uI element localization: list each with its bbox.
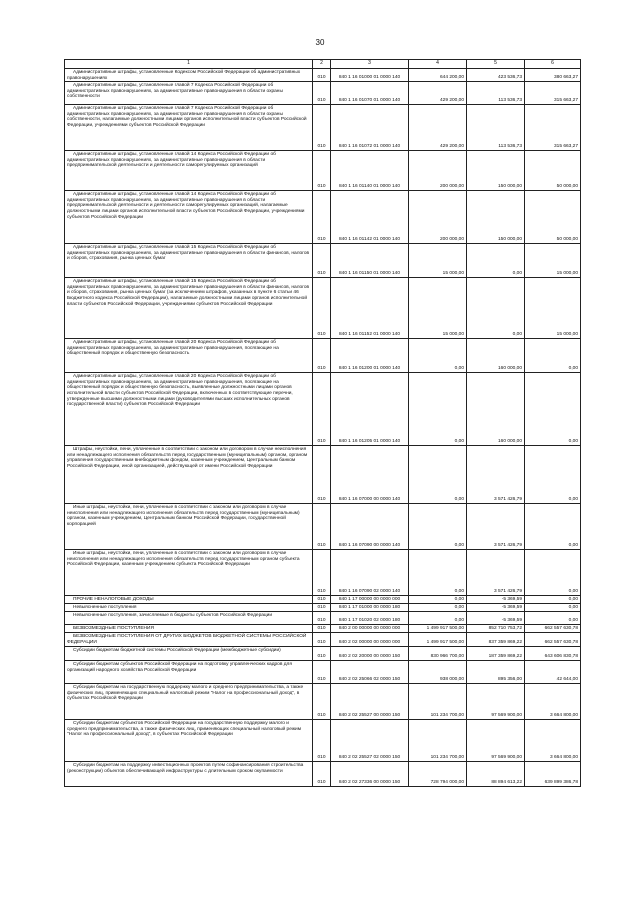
row-unexecuted-amount: 643 606 830,78	[525, 647, 581, 661]
row-approved-amount: 644 200,00	[409, 69, 467, 82]
column-header-1: 1	[65, 60, 313, 69]
row-name-cell	[65, 612, 313, 625]
column-header-5: 5	[467, 60, 525, 69]
row-name-cell	[65, 604, 313, 612]
row-line-code: 010	[313, 69, 331, 82]
column-header-2: 2	[313, 60, 331, 69]
row-line-code: 010	[313, 244, 331, 278]
row-executed-amount: 895 356,00	[467, 661, 525, 684]
row-unexecuted-amount: 15 000,00	[525, 244, 581, 278]
page-number: 30	[315, 38, 325, 47]
row-name-cell	[65, 446, 313, 504]
row-unexecuted-amount: 315 663,27	[525, 82, 581, 105]
row-unexecuted-amount: 0,00	[525, 596, 581, 604]
row-budget-classification-code: 840 2 02 25066 02 0000 150	[331, 661, 409, 684]
table-row	[65, 647, 581, 661]
row-budget-classification-code: 840 2 02 20000 00 0000 150	[331, 647, 409, 661]
table-row	[65, 244, 581, 278]
row-name-cell	[65, 82, 313, 105]
row-name: Административные штрафы, установленные главой 7 Кодекса Российской Федерации об административных правонарушениях, за административные правонарушения в области охраны собственности	[67, 83, 283, 100]
row-approved-amount: 0,00	[409, 550, 467, 596]
table-row	[65, 373, 581, 446]
revenue-report-table	[64, 59, 581, 787]
row-executed-amount: 3 571 426,79	[467, 446, 525, 504]
row-name: Невыясненные поступления	[73, 605, 137, 611]
row-line-code: 010	[313, 339, 331, 373]
row-name-cell	[65, 69, 313, 82]
row-unexecuted-amount: 42 644,00	[525, 661, 581, 684]
row-name: Административные штрафы, установленные главой 15 Кодекса Российской Федерации об административных правонарушениях, за административные правонарушения в области финансов, налогов и сборов, страхования, рынка ценных бумаг	[67, 245, 310, 262]
table-row	[65, 596, 581, 604]
row-name-cell	[65, 105, 313, 151]
row-line-code: 010	[313, 446, 331, 504]
row-line-code: 010	[313, 604, 331, 612]
row-executed-amount: 97 569 900,00	[467, 720, 525, 762]
row-budget-classification-code: 840 1 16 01000 01 0000 140	[331, 69, 409, 82]
row-executed-amount: 0,00	[467, 278, 525, 339]
row-approved-amount: 1 499 917 500,00	[409, 633, 467, 647]
row-line-code: 010	[313, 633, 331, 647]
row-name-cell	[65, 762, 313, 787]
row-approved-amount: 0,00	[409, 612, 467, 625]
row-unexecuted-amount: 380 663,27	[525, 69, 581, 82]
table-row	[65, 339, 581, 373]
row-approved-amount: 0,00	[409, 446, 467, 504]
row-unexecuted-amount: 0,00	[525, 550, 581, 596]
row-approved-amount: 429 200,00	[409, 82, 467, 105]
row-line-code: 010	[313, 762, 331, 787]
table-row	[65, 720, 581, 762]
row-unexecuted-amount: 50 000,00	[525, 151, 581, 191]
row-executed-amount: 97 569 900,00	[467, 684, 525, 720]
row-budget-classification-code: 840 1 16 01200 01 0000 140	[331, 339, 409, 373]
table-row	[65, 278, 581, 339]
row-approved-amount: 830 966 700,00	[409, 647, 467, 661]
row-name-cell	[65, 661, 313, 684]
table-row	[65, 504, 581, 550]
row-name: Субсидии бюджетам на поддержку инвестиционных проектов путем софинансирования строительства (реконструкции) объектов обеспечивающей инфраструктуры с длительным сроком окупаемости	[67, 763, 304, 774]
row-line-code: 010	[313, 625, 331, 633]
row-name-cell	[65, 191, 313, 244]
table-row	[65, 625, 581, 633]
row-approved-amount: 938 000,00	[409, 661, 467, 684]
row-line-code: 010	[313, 684, 331, 720]
row-approved-amount: 101 234 700,00	[409, 720, 467, 762]
row-approved-amount: 1 499 917 500,00	[409, 625, 467, 633]
row-executed-amount: 837 359 869,22	[467, 633, 525, 647]
row-name: Субсидии бюджетам субъектов Российской Федерации на государственную поддержку малого и среднего предпринимательства, а также физических лиц, применяющих специальный налоговый режим "Налог на профессиональный доход", в субъектах Российской Федерации	[67, 721, 302, 738]
row-approved-amount: 0,00	[409, 596, 467, 604]
row-budget-classification-code: 840 2 02 25527 00 0000 150	[331, 684, 409, 720]
row-approved-amount: 15 000,00	[409, 244, 467, 278]
row-budget-classification-code: 840 2 02 25527 02 0000 150	[331, 720, 409, 762]
row-approved-amount: 200 000,00	[409, 191, 467, 244]
row-approved-amount: 15 000,00	[409, 278, 467, 339]
row-name: БЕЗВОЗМЕЗДНЫЕ ПОСТУПЛЕНИЯ ОТ ДРУГИХ БЮДЖЕТОВ БЮДЖЕТНОЙ СИСТЕМЫ РОССИЙСКОЙ ФЕДЕРАЦИИ	[67, 634, 307, 645]
row-name: Административные штрафы, установленные главой 20 Кодекса Российской Федерации об административных правонарушениях, за административные правонарушения, посягающие на общественный порядок и общественную безопасность, выявленные должностными лицами органов исполнительной власти субъектов Российской Федерации, включенных в соответствующие перечни, утвержденные высшими должностными лицами (руководителями высших исполнительных органов государственной власти) субъектов Российской Федерации	[67, 374, 293, 408]
row-executed-amount: 423 536,73	[467, 69, 525, 82]
row-unexecuted-amount: 15 000,00	[525, 278, 581, 339]
table-row	[65, 82, 581, 105]
row-name: Административные штрафы, установленные главой 14 Кодекса Российской Федерации об административных правонарушениях, за административные правонарушения в области предпринимательской деятельности и деятельности саморегулируемых организаций	[67, 152, 276, 169]
row-name-cell	[65, 504, 313, 550]
row-budget-classification-code: 840 1 16 07090 02 0000 140	[331, 550, 409, 596]
row-unexecuted-amount: 662 557 630,78	[525, 633, 581, 647]
table-row	[65, 612, 581, 625]
row-unexecuted-amount: 0,00	[525, 446, 581, 504]
row-approved-amount: 0,00	[409, 504, 467, 550]
row-budget-classification-code: 840 1 16 07090 00 0000 140	[331, 504, 409, 550]
table-row	[65, 151, 581, 191]
row-name-cell	[65, 339, 313, 373]
row-line-code: 010	[313, 720, 331, 762]
row-name: Административные штрафы, установленные главой 7 Кодекса Российской Федерации об административных правонарушениях, за административные правонарушения в области охраны собственности, налагаемые должностными лицами органов исполнительной власти субъектов Российской Федерации, учреждениями субъектов Российской Федерации	[67, 106, 307, 128]
row-approved-amount: 200 000,00	[409, 151, 467, 191]
row-name: БЕЗВОЗМЕЗДНЫЕ ПОСТУПЛЕНИЯ	[73, 626, 154, 632]
table-row	[65, 684, 581, 720]
table-row	[65, 550, 581, 596]
row-budget-classification-code: 840 1 16 01070 01 0000 140	[331, 82, 409, 105]
row-unexecuted-amount: 0,00	[525, 339, 581, 373]
row-executed-amount: 852 710 753,72	[467, 625, 525, 633]
column-header-4: 4	[409, 60, 467, 69]
row-executed-amount: 150 000,00	[467, 151, 525, 191]
row-unexecuted-amount: 3 664 800,00	[525, 684, 581, 720]
row-name: Административные штрафы, установленные Кодексом Российской Федерации об административных правонарушениях	[67, 70, 301, 81]
row-approved-amount: 101 234 700,00	[409, 684, 467, 720]
row-executed-amount: 113 536,73	[467, 105, 525, 151]
row-executed-amount: -5 369,59	[467, 612, 525, 625]
row-name: Административные штрафы, установленные главой 14 Кодекса Российской Федерации об административных правонарушениях, за административные правонарушения в области предпринимательской деятельности и деятельности саморегулируемых организаций, налагаемые должностными лицами органов исполнительной власти субъектов Российской Федерации, учреждениями субъектов Российской Федерации	[67, 192, 305, 220]
row-unexecuted-amount: 639 899 386,78	[525, 762, 581, 787]
row-name-cell	[65, 684, 313, 720]
row-line-code: 010	[313, 596, 331, 604]
row-name: Административные штрафы, установленные главой 20 Кодекса Российской Федерации об административных правонарушениях, за административные правонарушения, посягающие на общественный порядок и общественную безопасность	[67, 340, 279, 357]
table-row	[65, 446, 581, 504]
row-budget-classification-code: 840 2 02 27336 00 0000 150	[331, 762, 409, 787]
table-row	[65, 762, 581, 787]
row-name: Иные штрафы, неустойки, пени, уплаченные в соответствии с законом или договором в случае неисполнения или ненадлежащего исполнения обязательств перед государственным органом субъекта Российской Федерации, казенным учреждением субъекта Российской Федерации	[67, 551, 300, 568]
column-header-3: 3	[331, 60, 409, 69]
row-executed-amount: -5 369,59	[467, 604, 525, 612]
row-name: Административные штрафы, установленные главой 15 Кодекса Российской Федерации об административных правонарушениях, за административные правонарушения в области финансов, налогов и сборов, страхования, рынка ценных бумаг (за исключением штрафов, указанных в пункте 6 статьи 46 Бюджетного кодекса Российской Федерации), налагаемые должностными лицами органов исполнительной власти субъектов Российской Федерации, учреждениями субъектов Российской Федерации	[67, 279, 310, 307]
row-line-code: 010	[313, 191, 331, 244]
table-row	[65, 69, 581, 82]
row-budget-classification-code: 840 1 16 01072 01 0000 140	[331, 105, 409, 151]
row-approved-amount: 429 200,00	[409, 105, 467, 151]
row-budget-classification-code: 840 1 16 07000 00 0000 140	[331, 446, 409, 504]
row-executed-amount: 3 571 426,79	[467, 504, 525, 550]
row-executed-amount: 3 571 426,79	[467, 550, 525, 596]
table-row	[65, 633, 581, 647]
row-name-cell	[65, 625, 313, 633]
table-row	[65, 191, 581, 244]
row-name-cell	[65, 647, 313, 661]
row-line-code: 010	[313, 105, 331, 151]
row-unexecuted-amount: 3 664 800,00	[525, 720, 581, 762]
row-unexecuted-amount: 0,00	[525, 612, 581, 625]
row-line-code: 010	[313, 278, 331, 339]
row-executed-amount: 113 536,73	[467, 82, 525, 105]
row-executed-amount: 0,00	[467, 244, 525, 278]
row-unexecuted-amount: 0,00	[525, 373, 581, 446]
row-line-code: 010	[313, 373, 331, 446]
row-name-cell	[65, 633, 313, 647]
row-name-cell	[65, 278, 313, 339]
header-row	[65, 60, 581, 69]
row-name-cell	[65, 596, 313, 604]
row-name: Субсидии бюджетам на государственную поддержку малого и среднего предпринимательства, а также физических лиц, применяющих специальный налоговый режим "Налог на профессиональный доход", в субъектах Российской Федерации	[67, 685, 304, 702]
row-budget-classification-code: 840 2 02 00000 00 0000 000	[331, 633, 409, 647]
row-budget-classification-code: 840 1 17 01020 02 0000 180	[331, 612, 409, 625]
row-budget-classification-code: 840 1 17 01000 00 0000 180	[331, 604, 409, 612]
row-line-code: 010	[313, 151, 331, 191]
row-executed-amount: -5 369,59	[467, 596, 525, 604]
row-budget-classification-code: 840 1 16 01205 01 0000 140	[331, 373, 409, 446]
row-approved-amount: 728 794 000,00	[409, 762, 467, 787]
table-row	[65, 604, 581, 612]
row-name: Субсидии бюджетам бюджетной системы Российской Федерации (межбюджетные субсидии)	[73, 648, 281, 654]
row-name: Невыясненные поступления, зачисляемые в бюджеты субъектов Российской Федерации	[73, 613, 273, 619]
row-executed-amount: 187 359 869,22	[467, 647, 525, 661]
row-name-cell	[65, 550, 313, 596]
row-executed-amount: 88 894 613,22	[467, 762, 525, 787]
row-executed-amount: 160 000,00	[467, 373, 525, 446]
row-budget-classification-code: 840 2 00 00000 00 0000 000	[331, 625, 409, 633]
row-budget-classification-code: 840 1 16 01140 01 0000 140	[331, 151, 409, 191]
row-name: ПРОЧИЕ НЕНАЛОГОВЫЕ ДОХОДЫ	[73, 597, 154, 603]
row-line-code: 010	[313, 647, 331, 661]
row-name-cell	[65, 373, 313, 446]
row-budget-classification-code: 840 1 16 01152 01 0000 140	[331, 278, 409, 339]
row-executed-amount: 160 000,00	[467, 339, 525, 373]
row-line-code: 010	[313, 504, 331, 550]
row-executed-amount: 150 000,00	[467, 191, 525, 244]
table-row	[65, 661, 581, 684]
row-approved-amount: 0,00	[409, 373, 467, 446]
row-name-cell	[65, 244, 313, 278]
row-name-cell	[65, 151, 313, 191]
row-line-code: 010	[313, 82, 331, 105]
row-budget-classification-code: 840 1 16 01150 01 0000 140	[331, 244, 409, 278]
row-unexecuted-amount: 50 000,00	[525, 191, 581, 244]
row-budget-classification-code: 840 1 16 01142 01 0000 140	[331, 191, 409, 244]
row-line-code: 010	[313, 550, 331, 596]
row-unexecuted-amount: 0,00	[525, 504, 581, 550]
row-unexecuted-amount: 662 557 630,78	[525, 625, 581, 633]
row-unexecuted-amount: 0,00	[525, 604, 581, 612]
row-name: Иные штрафы, неустойки, пени, уплаченные в соответствии с законом или договором в случае неисполнения или ненадлежащего исполнения обязательств перед государственным (муниципальным) органом, казенным учреждением, Центральным банком Российской Федерации, государственной корпорацией	[67, 505, 300, 527]
row-budget-classification-code: 840 1 17 00000 00 0000 000	[331, 596, 409, 604]
row-approved-amount: 0,00	[409, 339, 467, 373]
row-name: Субсидии бюджетам субъектов Российской Федерации на подготовку управленческих кадров для организаций народного хозяйства Российской Федерации	[67, 662, 292, 673]
row-unexecuted-amount: 315 663,27	[525, 105, 581, 151]
column-header-6: 6	[525, 60, 581, 69]
row-approved-amount: 0,00	[409, 604, 467, 612]
row-line-code: 010	[313, 612, 331, 625]
row-name: Штрафы, неустойки, пени, уплаченные в соответствии с законом или договором в случае неисполнения или ненадлежащего исполнения обязательств перед государственным (муниципальным) органом, органом управления государственным внебюджетным фондом, казенным учреждением, Центральным банком Российской Федерации, иной организацией, действующей от имени Российской Федерации	[67, 447, 308, 469]
row-line-code: 010	[313, 661, 331, 684]
row-name-cell	[65, 720, 313, 762]
table-row	[65, 105, 581, 151]
